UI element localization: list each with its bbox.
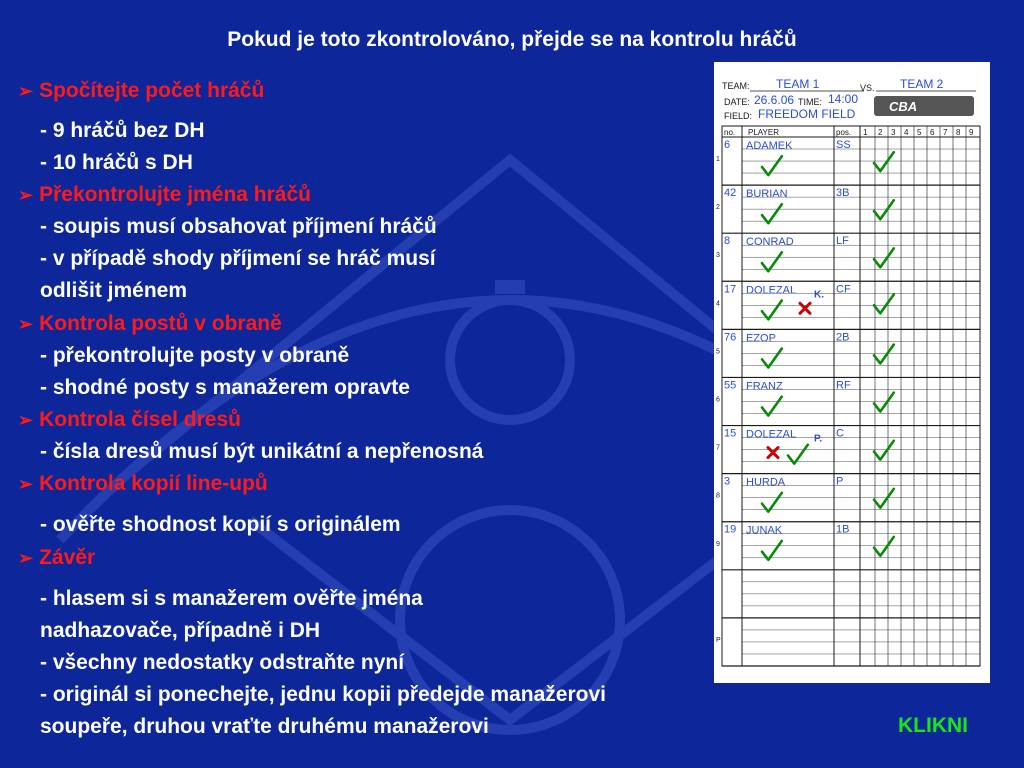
cross-icon (768, 448, 778, 458)
section-heading-text: Závěr (39, 546, 96, 569)
section-line: soupeře, druhou vraťte druhému manažerovi (40, 715, 489, 738)
col-player-header: PLAYER (748, 128, 779, 137)
inning-header: 9 (969, 128, 974, 137)
name-checkmark-icon (762, 156, 782, 175)
position-checkmark-icon (874, 537, 894, 556)
position-checkmark-icon (874, 441, 894, 460)
player-position: 1B (836, 523, 850, 536)
player-number: 55 (724, 379, 737, 392)
row-number: 4 (716, 300, 720, 308)
player-number: 3 (724, 475, 731, 488)
row-number: 8 (716, 492, 720, 500)
col-no-header: no. (724, 128, 736, 137)
section-heading-text: Kontrola kopií line-upů (39, 472, 268, 495)
arrow-bullet-icon: ➢ (18, 474, 34, 494)
date-label: DATE: (724, 97, 750, 107)
name-checkmark-icon (762, 493, 782, 512)
name-checkmark-icon (762, 252, 782, 271)
lineup-grid-border (722, 126, 980, 666)
player-position: CF (836, 283, 851, 296)
arrow-bullet-icon: ➢ (18, 548, 34, 568)
inning-header: 6 (930, 128, 935, 137)
section-line: - 10 hráčů s DH (40, 151, 193, 174)
arrow-bullet-icon: ➢ (18, 314, 34, 334)
player-initial: P. (814, 433, 823, 445)
inning-header: 8 (956, 128, 961, 137)
row-number: 3 (716, 252, 720, 260)
field-label: FIELD: (724, 111, 753, 121)
player-position: P (836, 475, 844, 488)
inning-header: 1 (863, 128, 868, 137)
section-heading (18, 79, 264, 103)
player-name: DOLEZAL (746, 428, 797, 441)
section-line: - originál si ponechejte, jednu kopii předejde manažerovi (40, 683, 606, 706)
player-name: BURIAN (746, 188, 788, 201)
team1-value: TEAM 1 (776, 77, 820, 91)
name-checkmark-icon (762, 541, 782, 560)
date-value: 26.6.06 (754, 93, 795, 107)
player-name: CONRAD (746, 236, 794, 249)
klikni-button[interactable]: KLIKNI (898, 714, 968, 737)
row-number: 2 (716, 204, 720, 212)
row-number: 5 (716, 348, 720, 356)
player-name: JUNAK (746, 524, 783, 537)
lineup-card (714, 62, 990, 683)
row-number: 9 (716, 540, 720, 548)
name-checkmark-icon (762, 397, 782, 416)
name-checkmark-icon (762, 300, 782, 319)
player-position: 3B (836, 187, 850, 200)
row-number: 1 (716, 156, 720, 164)
section-line: - shodné posty s manažerem opravte (40, 376, 410, 399)
section-line: - 9 hráčů bez DH (40, 119, 205, 142)
row-number: P (716, 636, 721, 644)
position-checkmark-icon (874, 393, 894, 412)
player-number: 8 (724, 235, 731, 248)
col-pos-header: pos. (836, 128, 852, 137)
section-heading (18, 312, 282, 336)
position-checkmark-icon (874, 248, 894, 267)
player-number: 17 (724, 283, 737, 296)
section-line: odlišit jménem (40, 279, 188, 302)
player-number: 19 (724, 523, 737, 536)
player-position: SS (836, 139, 851, 151)
cba-logo-text: CBA (889, 99, 918, 114)
row-number: 6 (716, 396, 720, 404)
arrow-bullet-icon: ➢ (18, 185, 34, 205)
player-position: 2B (836, 331, 850, 344)
player-name: DOLEZAL (746, 284, 797, 297)
section-line: - všechny nedostatky odstraňte nyní (40, 651, 405, 674)
section-heading (18, 546, 95, 570)
time-value: 14:00 (828, 92, 859, 106)
section-line: nadhazovače, případně i DH (40, 619, 321, 642)
player-name: EZOP (746, 332, 776, 345)
section-heading-text: Překontrolujte jména hráčů (39, 183, 311, 206)
cross-icon (800, 303, 810, 313)
vs-label: VS. (860, 83, 875, 93)
player-position: RF (836, 379, 851, 392)
section-heading-text: Kontrola čísel dresů (39, 408, 241, 431)
name-checkmark-icon (762, 204, 782, 223)
team2-value: TEAM 2 (900, 77, 944, 91)
player-position: C (836, 427, 844, 440)
arrow-bullet-icon: ➢ (18, 81, 34, 101)
player-initial: K. (814, 289, 824, 301)
name-checkmark-icon (788, 445, 808, 464)
inning-header: 2 (878, 128, 883, 137)
player-name: ADAMEK (746, 140, 793, 152)
section-line: - ověřte shodnost kopií s originálem (40, 513, 401, 536)
position-checkmark-icon (874, 294, 894, 313)
inning-header: 7 (943, 128, 948, 137)
position-checkmark-icon (874, 200, 894, 219)
section-heading-text: Kontrola postů v obraně (39, 312, 282, 335)
section-line: - v případě shody příjmení se hráč musí (40, 247, 436, 270)
field-value: FREEDOM FIELD (758, 107, 856, 121)
inning-header: 5 (917, 128, 922, 137)
arrow-bullet-icon: ➢ (18, 410, 34, 430)
player-number: 6 (724, 139, 731, 151)
player-number: 76 (724, 331, 737, 344)
section-line: - soupis musí obsahovat příjmení hráčů (40, 215, 437, 238)
section-heading (18, 472, 268, 496)
inning-header: 3 (891, 128, 896, 137)
section-heading (18, 408, 241, 432)
position-checkmark-icon (874, 345, 894, 364)
player-number: 42 (724, 187, 737, 200)
player-number: 15 (724, 427, 737, 440)
section-line: - překontrolujte posty v obraně (40, 344, 350, 367)
team-label: TEAM: (722, 81, 750, 91)
lineup-card-drawing (714, 62, 990, 683)
player-name: HURDA (746, 476, 786, 489)
slide-title: Pokud je toto zkontrolováno, přejde se na kontrolu hráčů (227, 28, 797, 51)
section-line: - čísla dresů musí být unikátní a nepřenosná (40, 440, 484, 463)
section-heading (18, 183, 311, 207)
section-line: - hlasem si s manažerem ověřte jména (40, 587, 423, 610)
player-position: LF (836, 235, 849, 248)
inning-header: 4 (904, 128, 909, 137)
row-number: 7 (716, 444, 720, 452)
position-checkmark-icon (874, 489, 894, 508)
time-label: TIME: (798, 97, 822, 107)
player-name: FRANZ (746, 380, 783, 393)
position-checkmark-icon (874, 152, 894, 171)
section-heading-text: Spočítejte počet hráčů (39, 79, 265, 102)
name-checkmark-icon (762, 349, 782, 368)
